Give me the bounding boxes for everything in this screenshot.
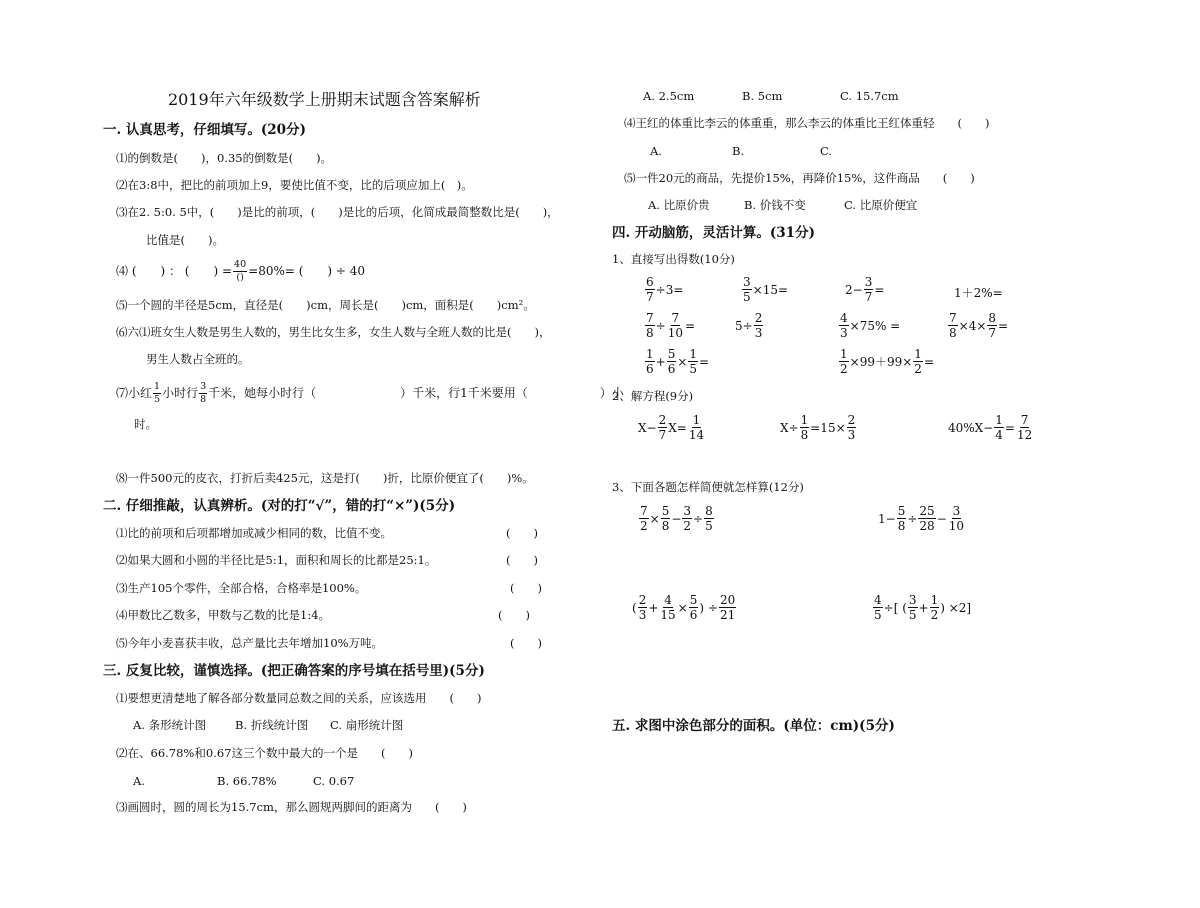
question-1-5: ⑸一个圆的半径是5cm，直径是( )cm，周长是( )cm，面积是( )cm²。 (116, 298, 535, 312)
question-1-7-cont: 时。 (134, 417, 157, 431)
fraction (233, 260, 247, 282)
fraction (913, 348, 923, 375)
judge-1-bracket[interactable]: ( ) (506, 526, 538, 540)
choice-4-option-c: C. (820, 144, 833, 158)
denominator: 2 (914, 362, 922, 376)
numerator: 25 (919, 504, 935, 518)
fraction (688, 348, 698, 375)
numerator: 3 (683, 504, 692, 518)
fraction (987, 312, 997, 339)
choice-1-option-b: B. 折线统计图 (235, 718, 309, 732)
choice-2: ⑵在、66.78%和0.67这三个数中最大的一个是 ( ) (116, 746, 413, 760)
question-1-2: ⑵在3:8中，把比的前项加上9，要使比值不变，比的后项应加上( )。 (116, 178, 473, 192)
fraction (667, 348, 677, 375)
question-1-4 (116, 257, 365, 285)
question-1-7-text-a: ⑺小红 (116, 386, 153, 400)
judge-2-bracket[interactable]: ( ) (506, 553, 538, 567)
operator: + (648, 600, 659, 615)
fraction (930, 594, 940, 621)
expr-text: =15× (810, 420, 846, 435)
numerator: 4 (874, 593, 882, 607)
numerator: 1 (692, 413, 701, 427)
fraction (639, 505, 649, 532)
numerator: 1 (914, 347, 922, 361)
judge-3: ⑶生产105个零件，全部合格，合格率是100%。 (116, 581, 367, 595)
denominator: 5 (154, 393, 161, 405)
equation-2 (780, 414, 857, 441)
denominator: 6 (646, 362, 654, 376)
numerator: 7 (671, 311, 680, 325)
denominator: 8 (200, 393, 207, 405)
denominator: 15 (660, 608, 676, 622)
mental-math-4 (954, 287, 1003, 299)
numerator: 2 (658, 413, 667, 427)
choice-3-option-a: A. 2.5cm (643, 89, 695, 103)
fraction (754, 312, 764, 339)
choice-5: ⑸一件20元的商品，先提价15%，再降价15%，这件商品 ( ) (624, 171, 975, 185)
question-1-3: ⑶在2. 5:0. 5中，( )是比的前项，( )是比的后项，化简成最简整数比是( )， (116, 205, 559, 219)
section-4-sub3: 3、下面各题怎样简便就怎样算(12分) (612, 480, 804, 494)
denominator: 2 (840, 362, 848, 376)
expr-text: 40%X− (948, 420, 994, 435)
denominator: 4 (995, 428, 1003, 442)
denominator: 6 (667, 362, 676, 376)
fraction (864, 276, 874, 303)
choice-2-option-a: A. (133, 774, 145, 788)
section-1-heading: 一. 认真思考，仔细填写。(20分) (103, 122, 306, 138)
mental-math-9 (644, 348, 709, 375)
question-1-6: ⑹六⑴班女生人数是男生人数的，男生比女生多，女生人数与全班人数的比是( )， (116, 325, 551, 339)
fraction (638, 594, 648, 621)
fraction (994, 414, 1004, 441)
denominator: 5 (743, 290, 751, 304)
operator: − (936, 511, 947, 526)
numerator: 2 (754, 311, 763, 325)
simplify-2 (878, 505, 966, 532)
mental-math-2 (741, 276, 788, 303)
denominator: 2 (640, 519, 648, 533)
judge-5: ⑸今年小麦喜获丰收，总产量比去年增加10%万吨。 (116, 636, 384, 650)
choice-4: ⑷王红的体重比李云的体重重，那么李云的体重比王红体重轻 ( ) (624, 116, 990, 130)
operator: × (677, 600, 688, 615)
fraction (839, 348, 849, 375)
fraction (719, 594, 736, 621)
operator: ÷ (655, 318, 666, 333)
mental-math-6 (735, 312, 764, 339)
expr-text: = (874, 282, 885, 297)
fraction (199, 382, 207, 404)
numerator: 1 (689, 347, 698, 361)
operator: × (677, 354, 688, 369)
denominator: 8 (897, 519, 906, 533)
denominator: 7 (646, 290, 654, 304)
operator: ) ÷ (699, 600, 718, 615)
numerator: 1 (995, 413, 1003, 427)
page-title: 2019年六年级数学上册期末试题含答案解析 (168, 90, 481, 109)
operator: × (649, 511, 660, 526)
fraction (908, 594, 918, 621)
fraction (658, 414, 668, 441)
fraction (918, 505, 935, 532)
numerator: 5 (667, 347, 676, 361)
fraction (742, 276, 752, 303)
expr-text: 2− (845, 282, 863, 297)
simplify-1 (638, 505, 715, 532)
mental-math-1 (644, 276, 683, 303)
expr-text: ×15= (752, 282, 789, 297)
denominator: 3 (847, 428, 856, 442)
question-1-4-text-a: ⑷ ( ) ： ( ) = (116, 264, 233, 278)
fraction (659, 594, 676, 621)
expr-text: ×75% = (849, 318, 901, 333)
question-1-8: ⑻一件500元的皮衣，打折后卖425元，这是打( )折，比原价便宜了( )%。 (116, 471, 534, 485)
numerator: 1 (800, 413, 809, 427)
question-1-6-cont: 男生人数占全班的。 (146, 352, 250, 366)
numerator: 1 (646, 347, 654, 361)
denominator: 3 (840, 326, 848, 340)
numerator: 3 (200, 381, 207, 392)
operator: − (671, 511, 682, 526)
fraction (948, 312, 958, 339)
fraction (704, 505, 714, 532)
numerator: 20 (719, 593, 736, 607)
judge-4: ⑷甲数比乙数多，甲数与乙数的比是1:4。 (116, 608, 331, 622)
expr-text: = (923, 354, 934, 369)
fraction (897, 505, 907, 532)
denominator: 6 (689, 608, 698, 622)
numerator: 7 (949, 311, 957, 325)
section-5-heading: 五. 求图中涂色部分的面积。(单位：cm)(5分) (612, 718, 895, 734)
choice-1: ⑴要想更清楚地了解各部分数量同总数之间的关系，应该选用 ( ) (116, 691, 482, 705)
choice-5-option-b: B. 价钱不变 (744, 198, 806, 212)
fraction (839, 312, 849, 339)
operator: + (918, 600, 929, 615)
expr-text: 5÷ (735, 318, 753, 333)
choice-2-option-b: B. 66.78% (217, 774, 277, 788)
choice-4-option-b: B. (732, 144, 745, 158)
question-1-7-text-c: 千米，她每小时行（ ）千米，行1千米要用（ ）小 (208, 386, 624, 400)
numerator: 1 (840, 347, 848, 361)
denominator: 5 (908, 608, 917, 622)
equation-1 (638, 414, 706, 441)
fraction (689, 594, 699, 621)
expr-text: = (998, 318, 1009, 333)
section-4-heading: 四. 开动脑筋，灵活计算。(31分) (612, 225, 815, 241)
fraction (1016, 414, 1033, 441)
judge-4-bracket[interactable]: ( ) (498, 608, 530, 622)
denominator: 3 (638, 608, 647, 622)
simplify-3 (632, 594, 737, 621)
expr-text: = (1004, 420, 1015, 435)
mental-math-8 (947, 312, 1008, 339)
denominator: 8 (661, 519, 670, 533)
numerator: 4 (840, 311, 848, 325)
numerator: 7 (646, 311, 654, 325)
denominator: 5 (874, 608, 882, 622)
numerator: 5 (897, 504, 906, 518)
denominator: 7 (988, 326, 997, 340)
operator: ÷ (693, 511, 704, 526)
denominator: 7 (658, 428, 667, 442)
expr-text: ÷3= (655, 282, 684, 297)
denominator: 5 (705, 519, 713, 533)
fraction (645, 276, 655, 303)
denominator: 21 (719, 608, 736, 622)
numerator: 7 (640, 504, 648, 518)
numerator: 3 (864, 275, 873, 289)
operator: + (655, 354, 666, 369)
judge-3-bracket[interactable]: ( ) (510, 581, 542, 595)
mental-math-10 (838, 348, 934, 375)
numerator: 2 (638, 593, 647, 607)
fraction (661, 505, 671, 532)
denominator: 28 (919, 519, 935, 533)
denominator: 8 (800, 428, 809, 442)
numerator: 8 (988, 311, 997, 325)
denominator: 10 (948, 519, 965, 533)
expr-text: 1＋2%= (954, 286, 1003, 300)
numerator: 7 (1020, 413, 1029, 427)
fraction (800, 414, 810, 441)
operator: ×4× (958, 318, 987, 333)
choice-5-option-c: C. 比原价便宜 (844, 198, 918, 212)
section-4-sub1: 1、直接写出得数(10分) (612, 252, 735, 266)
fraction (682, 505, 692, 532)
operator: ×99＋99× (849, 354, 913, 369)
fraction (153, 382, 161, 404)
denominator: 14 (688, 428, 705, 442)
numerator: 5 (661, 504, 670, 518)
choice-3-option-c: C. 15.7cm (840, 89, 899, 103)
denominator: () (236, 271, 244, 283)
denominator: 8 (949, 326, 957, 340)
section-2-heading: 二. 仔细推敲，认真辨析。(对的打“√”，错的打“×”)(5分) (103, 498, 456, 514)
numerator: 4 (664, 593, 672, 607)
numerator: 40 (234, 259, 247, 270)
denominator: 5 (689, 362, 698, 376)
operator: ÷ (907, 511, 918, 526)
mental-math-3 (845, 276, 884, 303)
simplify-4 (872, 594, 971, 621)
expr-text: = (699, 354, 710, 369)
numerator: 3 (743, 275, 751, 289)
numerator: 3 (908, 593, 917, 607)
choice-4-option-a: A. (650, 144, 662, 158)
choice-1-option-a: A. 条形统计图 (133, 718, 207, 732)
mental-math-7 (838, 312, 900, 339)
judge-2: ⑵如果大圆和小圆的半径比是5:1，面积和周长的比都是25:1。 (116, 553, 437, 567)
denominator: 3 (754, 326, 763, 340)
numerator: 6 (646, 275, 654, 289)
fraction (645, 312, 655, 339)
fraction (873, 594, 883, 621)
numerator: 5 (689, 593, 698, 607)
denominator: 2 (683, 519, 692, 533)
expr-text: 1− (878, 511, 896, 526)
fraction (667, 312, 684, 339)
question-1-4-text-b: =80%= ( ) ÷ 40 (248, 264, 366, 278)
operator: ) ×2] (940, 600, 972, 615)
mental-math-5 (644, 312, 695, 339)
fraction (645, 348, 655, 375)
section-4-sub2: 2、解方程(9分) (612, 389, 694, 403)
numerator: 1 (930, 593, 939, 607)
equation-3 (948, 414, 1034, 441)
fraction (688, 414, 705, 441)
judge-1: ⑴比的前项和后项都增加或减少相同的数，比值不变。 (116, 526, 392, 540)
denominator: 7 (864, 290, 873, 304)
section-3-heading: 三. 反复比较，谨慎选择。(把正确答案的序号填在括号里)(5分) (103, 663, 485, 679)
expr-text: X= (668, 420, 687, 435)
denominator: 2 (930, 608, 939, 622)
choice-3: ⑶画圆时，圆的周长为15.7cm，那么圆规两脚间的距离为 ( ) (116, 800, 467, 814)
expr-text: X− (638, 420, 657, 435)
expr-text: X÷ (780, 420, 799, 435)
question-1-1: ⑴的倒数是( )，0.35的倒数是( )。 (116, 151, 333, 165)
numerator: 1 (154, 381, 161, 392)
fraction (847, 414, 857, 441)
question-1-3-cont: 比值是( )。 (146, 233, 224, 247)
question-1-7-text-b: 小时行 (162, 386, 199, 400)
choice-5-option-a: A. 比原价贵 (648, 198, 710, 212)
choice-2-option-c: C. 0.67 (313, 774, 355, 788)
numerator: 3 (952, 504, 961, 518)
operator: ÷[ ( (883, 600, 907, 615)
expr-text: ( (632, 600, 637, 615)
numerator: 2 (847, 413, 856, 427)
question-1-7 (116, 378, 624, 408)
numerator: 8 (705, 504, 713, 518)
choice-3-option-b: B. 5cm (742, 89, 783, 103)
choice-1-option-c: C. 扇形统计图 (330, 718, 404, 732)
denominator: 12 (1016, 428, 1033, 442)
judge-5-bracket[interactable]: ( ) (510, 636, 542, 650)
denominator: 8 (646, 326, 654, 340)
denominator: 10 (667, 326, 683, 340)
expr-text: = (684, 318, 696, 333)
fraction (948, 505, 965, 532)
